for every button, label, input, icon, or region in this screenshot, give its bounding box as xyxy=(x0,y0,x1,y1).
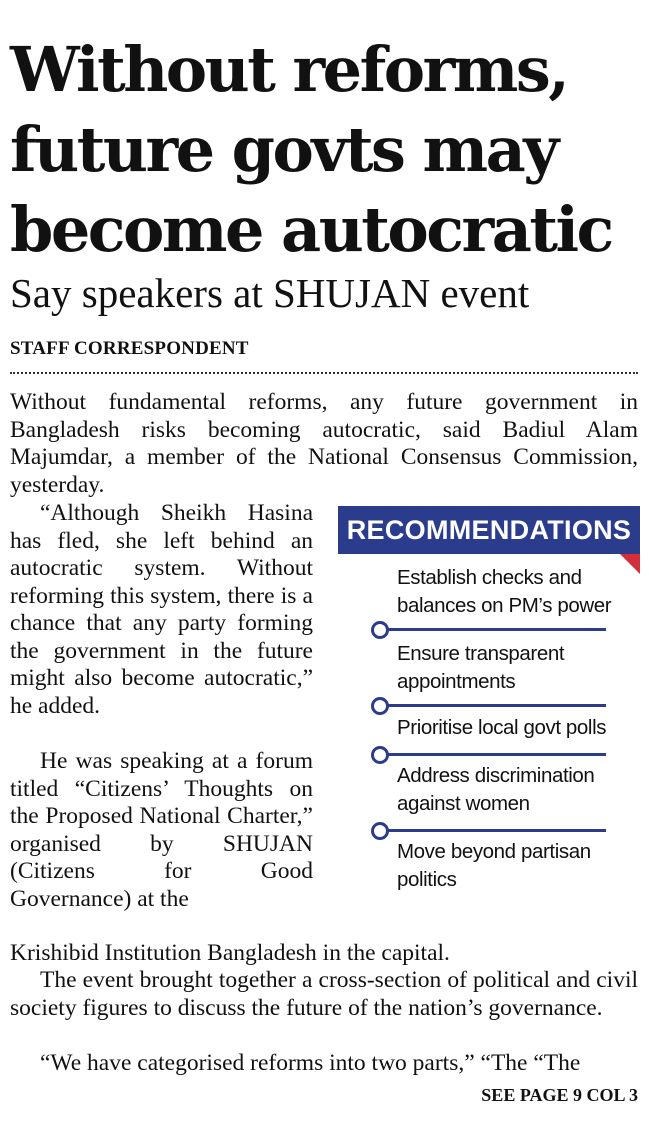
subheadline: Say speakers at SHUJAN event xyxy=(10,270,530,316)
paragraph-1: Without fundamental reforms, any future government in Bangladesh risks becoming autocratic, said Badiul Alam Majumdar, a member of the National Consensus Commission, yesterday. xyxy=(10,389,638,498)
byline: STAFF CORRESPONDENT xyxy=(10,338,249,359)
recommendation-divider-3 xyxy=(382,753,606,756)
bullet-circle-icon xyxy=(371,621,389,639)
recommendations-box xyxy=(338,506,640,930)
recommendation-item-5: Move beyond partisan politics xyxy=(397,840,591,891)
byline-divider xyxy=(10,372,638,374)
headline-line-1: Without reforms, xyxy=(10,33,568,106)
bullet-circle-icon xyxy=(371,822,389,840)
recommendation-divider-2 xyxy=(382,704,606,707)
headline-line-3: become autocratic xyxy=(10,193,612,266)
continued-on-page: SEE PAGE 9 COL 3 xyxy=(481,1085,638,1105)
recommendation-item-4: Address discrimination against women xyxy=(397,764,595,815)
recommendation-item-3: Prioritise local govt polls xyxy=(397,716,607,739)
bullet-circle-icon xyxy=(371,746,389,764)
paragraph-5: “We have categorised reforms into two parts,” “The “The xyxy=(40,1050,581,1076)
recommendation-item-2: Ensure transparent appointments xyxy=(397,642,565,693)
recommendation-item-1: Establish checks and balances on PM’s power xyxy=(397,566,612,617)
paragraph-3-continued: Krishibid Institution Bangladesh in the capital. xyxy=(10,940,450,966)
headline xyxy=(10,30,645,270)
paragraph-4: The event brought together a cross-section of political and civil society figures to discuss the future of the nation’s governance. xyxy=(10,967,638,1021)
recommendation-divider-4 xyxy=(382,829,606,832)
paragraph-2: “Although Sheikh Hasina has fled, she left behind an autocratic system. Without reforming this system, there is a chance that any party forming the government in the future might also become autocratic,” he added. xyxy=(10,500,313,719)
paragraph-3: He was speaking at a forum titled “Citizens’ Thoughts on the Proposed National Charter,” organised by SHUJAN (Citizens for Good Governance) at the xyxy=(10,748,313,912)
recommendation-divider-1 xyxy=(382,628,606,631)
recommendations-title: RECOMMENDATIONS xyxy=(338,506,640,554)
bullet-circle-icon xyxy=(371,697,389,715)
headline-line-2: future govts may xyxy=(10,113,557,186)
